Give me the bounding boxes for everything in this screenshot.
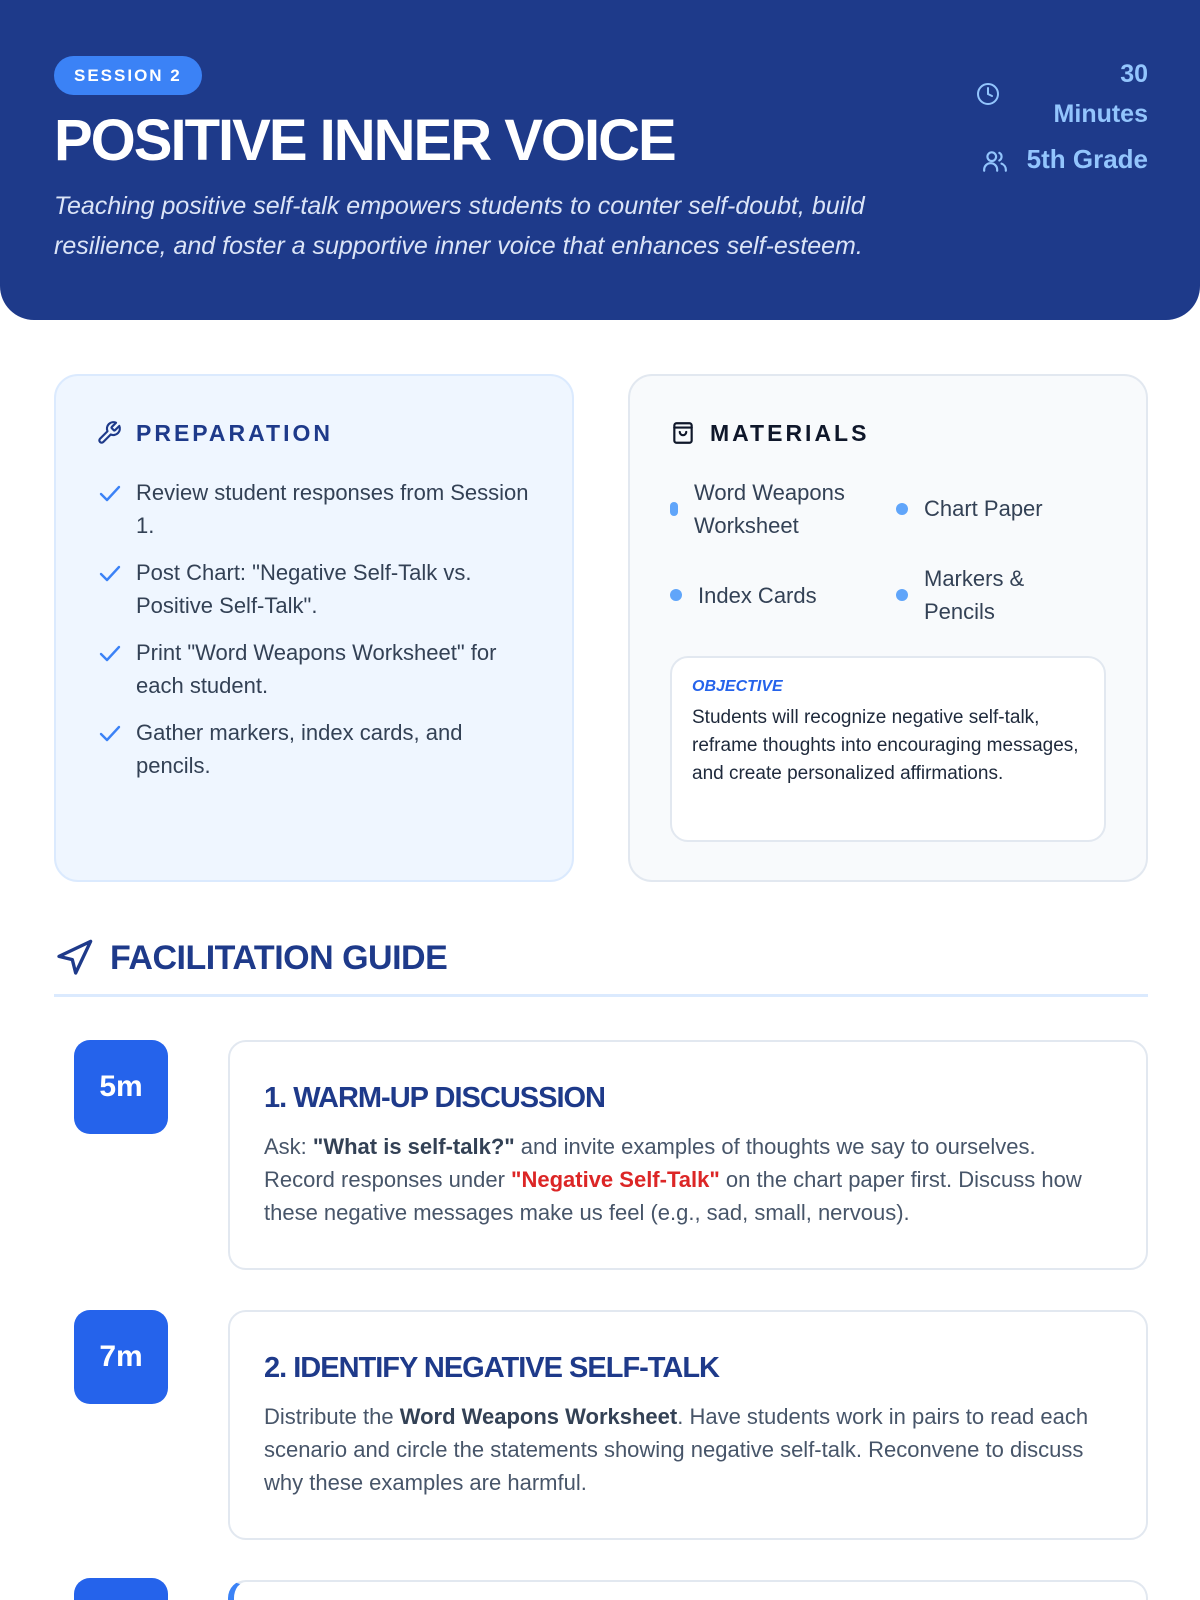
preparation-heading: PREPARATION [136,419,333,446]
list-item: Review student responses from Session 1. [96,476,536,542]
session-header [0,0,1200,320]
materials-card [628,374,1148,882]
shopping-bag-icon [670,420,696,446]
objective-label: OBJECTIVE [692,678,783,695]
page-title: POSITIVE INNER VOICE [54,108,675,173]
list-item: Gather markers, index cards, and pencils. [96,716,536,782]
materials-heading: MATERIALS [710,419,870,446]
check-icon [98,564,122,584]
bullet-dot [896,503,908,515]
step-title: 2. IDENTIFY NEGATIVE SELF-TALK [264,1352,719,1384]
list-item: Chart Paper [896,492,1106,525]
step-title: 1. WARM-UP DISCUSSION [264,1082,606,1114]
check-icon [98,644,122,664]
list-item: Print "Word Weapons Worksheet" for each student. [96,636,536,702]
navigation-icon [54,938,94,978]
users-icon [982,148,1008,174]
section-title: FACILITATION GUIDE [110,938,448,977]
list-item: Word Weapons Worksheet [670,476,880,542]
bullet-dot [670,589,682,601]
list-item: Index Cards [670,562,880,628]
bullet-dot [896,589,908,601]
facilitation-guide-heading [54,938,447,978]
list-item: Markers & Pencils [896,562,1046,628]
objective-text: Students will recognize negative self-talk, reframe thoughts into encouraging messages, and create personalized affirmations. [692,707,1079,784]
step-card [228,1040,1148,1270]
preparation-list [96,476,536,796]
step-duration-badge: 5m [74,1040,168,1134]
wrench-icon [96,420,122,446]
step-card [228,1580,1148,1600]
list-item: Post Chart: "Negative Self-Talk vs. Positive Self-Talk". [96,556,536,622]
clock-icon [976,82,1000,106]
duration-label: 30 Minutes [1053,60,1148,128]
step-description: Ask: "What is self-talk?" and invite examples of thoughts we say to ourselves. Record responses under "Negative Self-Talk" on the chart paper first. Discuss how these negative messages make us feel (e.g., sad, small, nervous). [264,1134,1082,1225]
preparation-card [54,374,574,882]
step-card [228,1310,1148,1540]
divider [54,994,1148,997]
step-duration-badge: 7m [74,1310,168,1404]
materials-list [670,476,1110,636]
check-icon [98,724,122,744]
objective-box [670,656,1106,842]
bullet-dot [670,502,678,516]
page-subtitle: Teaching positive self-talk empowers students to counter self-doubt, build resilience, and foster a supportive inner voice that enhances self-esteem. [54,192,865,260]
check-icon [98,484,122,504]
session-badge: SESSION 2 [54,56,202,95]
step-description: Distribute the Word Weapons Worksheet. Have students work in pairs to read each scenario and circle the statements showing negative self-talk. Reconvene to discuss why these examples are harmful. [264,1404,1089,1495]
step-duration-badge [74,1578,168,1600]
grade-label: 5th Grade [1026,144,1148,174]
